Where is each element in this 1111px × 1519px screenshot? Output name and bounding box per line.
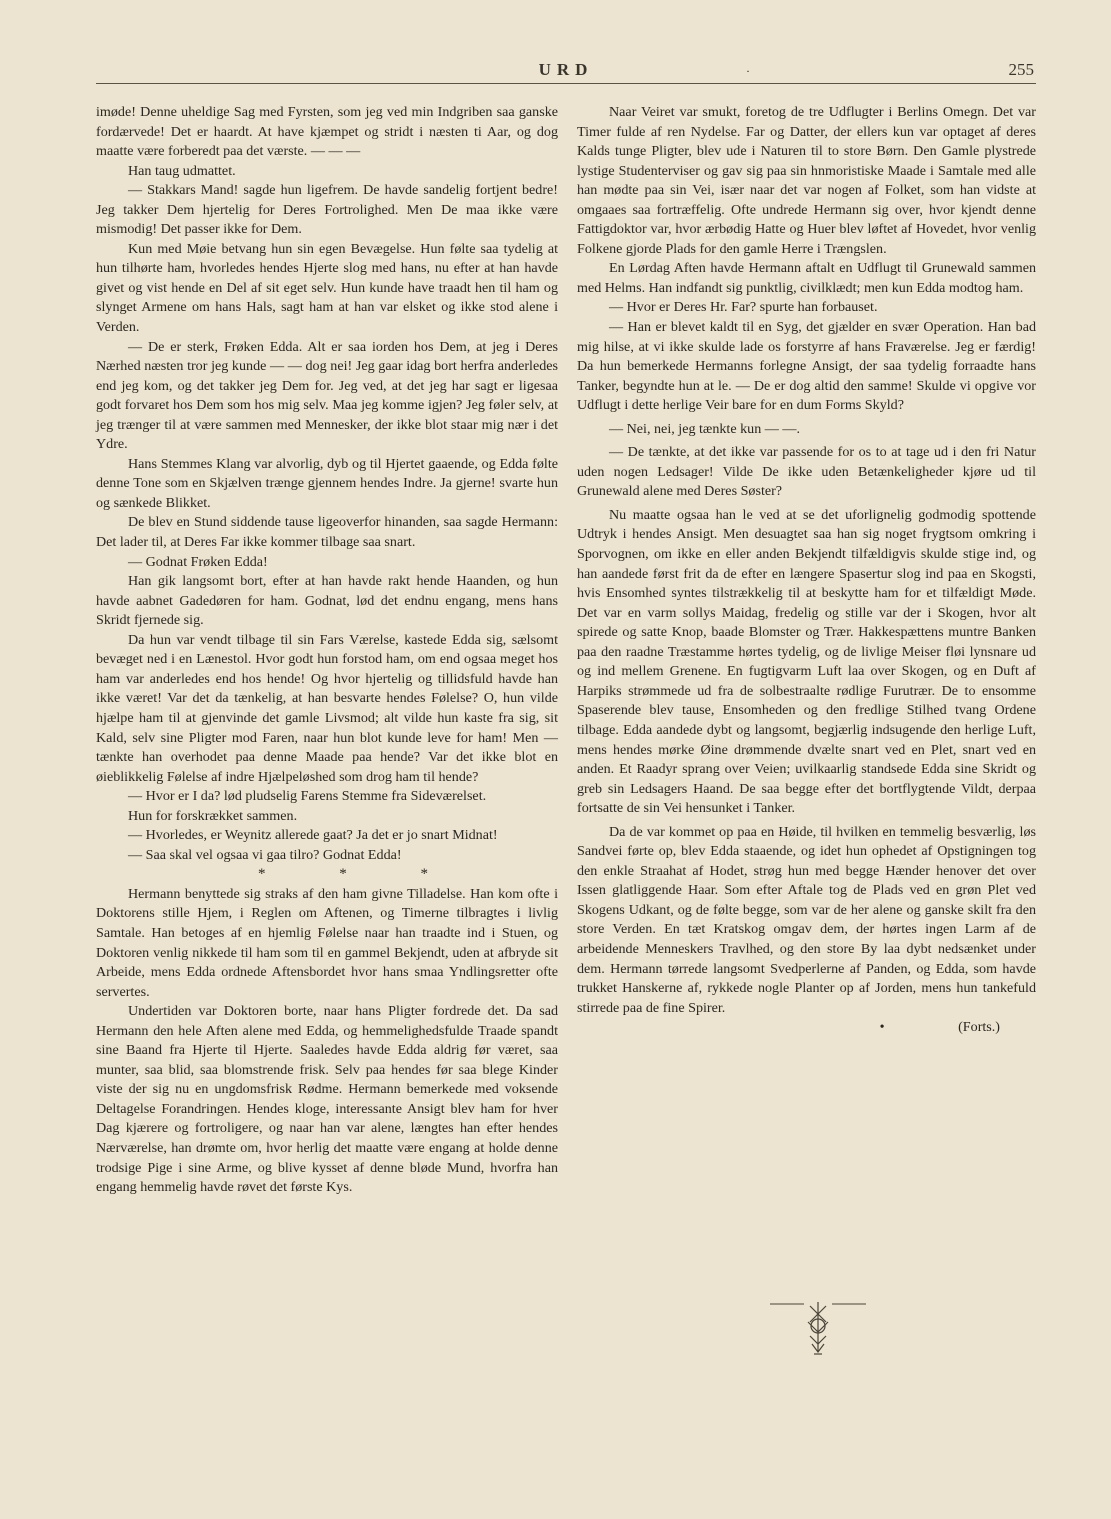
paragraph: En Lørdag Aften havde Hermann aftalt en Udflugt til Grunewald sammen med Helms. Han indfandt sig punktlig, civilklædt; men kun Edda modtog ham. — [577, 260, 1036, 296]
journal-title: URD — [538, 60, 594, 79]
paragraph: Hermann benyttede sig straks af den ham givne Tilladelse. Han kom ofte i Doktorens stille Hjem, i Reglen om Aftenen, og Timerne tilbragtes i livlig Samtale. Han betoges af en hjemlig Følelse naar han traadte ind i Stuen, og Doktoren venlig nikkede til ham som til en gammel Bekjendt, uden at afbryde sit Arbeide, mens Edda ordnede Aftensbordet hvor hans smaa Yndlingsretter ofte servertes. — [96, 885, 558, 1000]
paragraph: — Hvor er I da? lød pludselig Farens Stemme fra Sideværelset. — [128, 788, 487, 805]
paragraph: Naar Veiret var smukt, foretog de tre Udflugter i Berlins Omegn. Det var Timer fulde af ren Nydelse. Far og Datter, der ellers kun var optaget af deres Kalds tunge Pligter, blev ude i Naturen til to store Børn. Den Gamle plystrede lystige Studenterviser og gav sig paa sin hnmoristiske Maade i Samtale med alle han mødte paa sin Vei, især naar det var nogen af Folket, som han vidste at omgaaes saa fortræffelig. Ofte undrede Hermann sig over, hvor kjendt denne Fattigdoktor var, hvor ærbødig Hatte og Huer blev løftet af Hovedet, hvor venlig Folkene gjorde Plads for den gamle Herre i Trængslen. — [577, 104, 1036, 257]
paragraph: — Hvor er Deres Hr. Far? spurte han forbauset. — [609, 299, 878, 316]
paragraph: — De tænkte, at det ikke var passende for os to at tage ud i den fri Natur uden nogen Ledsager! Vilde De ikke uden Betænkeligheder kjøre ud til Grunewald alene med Deres Søster? — [577, 444, 1036, 500]
continuation-note — [577, 1018, 1036, 1038]
paragraph: — Saa skal vel ogsaa vi gaa tilro? Godnat Edda! — [128, 846, 402, 863]
paragraph: Undertiden var Doktoren borte, naar hans Pligter fordrede det. Da sad Hermann den hele Aften alene med Edda, og hemmelighedsfulde Traade spandt sine Baand fra Hjerte til Hjerte. Saaledes havde Edda aldrig før været, saa munter, saa blid, saa blomstrende frisk. Selv paa hendes før saa blege Kinder viste der sig nu en ungdomsfrisk Rødme. Hermann bemerkede med voksende Deltagelse Forandringen. Hendes kloge, interessante Ansigt blev ham for hver Dag kjærere og fortroligere, og naar han var alene, længtes han efter hendes Nærværelse, han drømte om, hvor herlig det maatte være engang at holde denne trodsige Pige i sine Arme, og blive kysset af denne bløde Mund, hvorfra han engang hemmelig havde røvet det første Kys. — [96, 1003, 558, 1196]
paragraph: — De er sterk, Frøken Edda. Alt er saa iorden hos Dem, at jeg i Deres Nærhed næsten tror jeg kunde — — dog nei! Jeg gaar idag bort herfra anderledes end jeg kom, og det takker jeg Dem for. Jeg ved, at det jeg har sagt er ligesaa godt forvaret hos Dem som hos mig selv. Maa jeg komme igjen? Jeg føler selv, at jeg trænger til at være sammen med Mennesker, der ikke blot staar mig nær i det Ydre. — [96, 338, 558, 453]
section-separator: * * * — [258, 866, 428, 883]
paragraph: — Godnat Frøken Edda! — [128, 553, 268, 570]
paragraph: Han taug udmattet. — [128, 162, 236, 179]
paragraph: Da de var kommet op paa en Høide, til hvilken en temmelig besværlig, løs Sandvei førte op, blev Edda staaende, og idet hun ophedet af Opstigningen tog den enkle Straahat af Hodet, strøg hun med begge Hænder henover det over Issen glatliggende Haar. Som efter Aftale tog de Plads ved en grøn Plet ved Skogens Udkant, og de følte begge, som var de her alene og ganske skilt fra den store Verden. En tæt Kratskog omgav dem, der hørtes ingen Larm af de arbeidende Menneskers Travlhed, og den store By laa dybt nedsænket under dem. Hermann tørrede langsomt Svedperlerne af Panden, og Edda, som havde trukket Hanskerne af, rykkede nogle Planter op af Jorden, mens hun tankefuld stirrede paa de fine Spirer. — [577, 823, 1036, 1016]
paragraph: Kun med Møie betvang hun sin egen Bevægelse. Hun følte saa tydelig at hun tilhørte ham, hvorledes hendes Hjerte slog med hans, nu efter at han havde givet og vist hende en Del af sit eget selv. Hun kunde have traadt hen til ham og slynget Armene om hans Hals, sagt ham at han var elsket og ikke stod alene i Verden. — [96, 240, 558, 336]
paragraph: Da hun var vendt tilbage til sin Fars Værelse, kastede Edda sig, sælsomt bevæget ned i en Lænestol. Hvor godt hun forstod ham, om end ogsaa meget hos ham var anderledes end hos hende! Og hvor hjertelig og tillidsfuld havde han ikke været! Var det da tænkelig, at han besvarte hendes Følelse? O, hun vilde hjælpe ham til at gjenvinde det gamle Livsmod; alt vilde hun kaste fra sig, sit Kald, selv sine Pligter mod Faren, naar hun blot kunde leve for ham! Men — tænkte han overhodet paa denne Maade paa hende? Var det ikke blot en øieblikkelig Følelse af indre Hjælpeløshed som drog ham til hende? — [96, 631, 558, 785]
left-column — [96, 103, 558, 1198]
right-column — [577, 103, 1036, 1038]
tailpiece-ornament-icon — [770, 1300, 866, 1360]
page-header — [96, 60, 1036, 88]
paragraph: imøde! Denne uheldige Sag med Fyrsten, som jeg ved min Indgriben saa ganske fordærvede! Det er haardt. At have kjæmpet og stridt i næsten ti Aar, og dog maatte være forberedt paa det værste. — — — — [96, 104, 558, 160]
header-rule — [96, 83, 1036, 84]
header-dot: · — [746, 64, 750, 78]
continuation-label: (Forts.) — [958, 1019, 1000, 1036]
paragraph: — Han er blevet kaldt til en Syg, det gjælder en svær Operation. Han bad mig hilse, at vi ikke skulde lade os forstyrre af hans Fraværelse. Jeg er færdig! Da hun bemerkede Hermanns forlegne Ansigt, der saa tydelig forraadte hans Tanker, begyndte hun at le. — De er dog altid den samme! Skulde vi opgive vor Udflugt i dette herlige Veir bare for en dum Forms Skyld? — [577, 319, 1036, 414]
paragraph: — Stakkars Mand! sagde hun ligefrem. De havde sandelig fortjent bedre! Jeg takker Dem hjertelig for Deres Fortrolighed. Men De maa ikke være mismodig! Det passer ikke for Dem. — [96, 182, 558, 238]
paragraph: De blev en Stund siddende tause ligeoverfor hinanden, saa sagde Hermann: Det lader til, at Deres Far ikke kommer tilbage saa snart. — [96, 514, 558, 551]
continuation-bullet: • — [879, 1019, 885, 1036]
paragraph: — Hvorledes, er Weynitz allerede gaat? Ja det er jo snart Midnat! — [128, 827, 498, 844]
paragraph: — Nei, nei, jeg tænkte kun — —. — [609, 420, 801, 437]
page-number: 255 — [1008, 60, 1034, 79]
paragraph: Han gik langsomt bort, efter at han havde rakt hende Haanden, og hun havde aabnet Gadedøren for ham. Godnat, lød det endnu engang, mens hans Skridt fjernede sig. — [96, 573, 558, 629]
paragraph: Hun for forskrækket sammen. — [128, 807, 298, 824]
paragraph: Hans Stemmes Klang var alvorlig, dyb og til Hjertet gaaende, og Edda følte denne Tone som en Skjælven trænge gjennem hendes Indre. Ja gjerne! svarte hun og sænkede Blikket. — [96, 455, 558, 511]
paragraph: Nu maatte ogsaa han le ved at se det uforlignelig godmodig spottende Udtryk i hendes Ansigt. Men desuagtet saa han sig noget frygtsom omkring i Sporvognen, om ikke en eller anden Bekjendt tilfældigvis skulde stige ind, og han aandede først frit da de efter en længere Spasertur slog ind paa en Skogsti, hvis Ensomhed syntes tilstrækkelig til at beskytte ham for et tilfældigt Møde. Det var en varm sollys Maidag, fredelig og stille var der i Skogen, hvor alt spirede og satte Knop, baade Blomster og Trær. Hakkespættens muntre Banken paa den raadne Træstamme hørtes tydelig, og de livlige Meiser fløi lynsnare ud og ind mellem Grenene. En fugtigvarm Luft laa over Skogen, og en Duft af Harpiks strømmede ud fra de solbestraalte rødlige Furutrær. De to ensomme Spaserende blev tause, Ensomheden og den fredlige Stilhed tvang Ordene tilbage. Edda aandede dybt og langsomt, begjærlig indsugende den herlige Luft, mens hendes mørke Øine drømmende dvælte snart ved en Plet, snart ved en anden. Et Raadyr sprang over Veien; uvilkaarlig standsede Edda sine Skridt og greb sin Ledsagers Haand. De saa begge efter det bortflygtende Vildt, derpaa fortsatte de sin Vei hensunket i Tanker. — [577, 506, 1036, 817]
